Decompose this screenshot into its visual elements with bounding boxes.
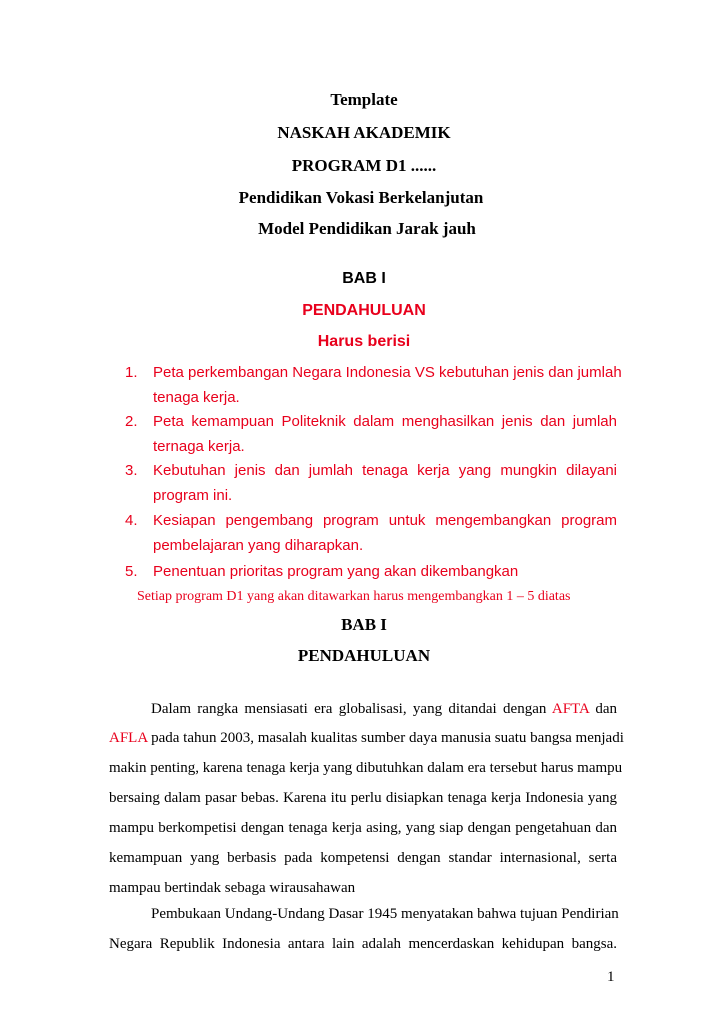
body-text-line: mampau bertindak sebaga wirausahawan <box>109 880 356 896</box>
chapter-heading: PENDAHULUAN <box>297 646 431 665</box>
afla-term: AFLA <box>109 730 148 746</box>
list-item-text: Penentuan prioritas program yang akan dikembangkan <box>153 563 519 580</box>
document-title: NASKAH AKADEMIK <box>277 123 451 142</box>
page-number: 1 <box>607 969 615 985</box>
list-item-number: 2. <box>125 413 138 430</box>
template-subheading: Harus berisi <box>317 333 411 350</box>
body-text-line: kemampuan yang berbasis pada kompetensi dengan standar internasional, serta <box>109 850 617 866</box>
list-item-text: Kebutuhan jenis dan jumlah tenaga kerja yang mungkin dilayani <box>153 462 617 479</box>
body-text-line: bersaing dalam pasar bebas. Karena itu perlu disiapkan tenaga kerja Indonesia yang <box>109 790 617 806</box>
list-item-number: 5. <box>125 563 138 580</box>
body-text-line: mampu berkompetisi dengan tenaga kerja asing, yang siap dengan pengetahuan dan <box>109 820 617 836</box>
list-item-text: Kesiapan pengembang program untuk mengembangkan program <box>153 512 617 529</box>
body-text-line: Negara Republik Indonesia antara lain adalah mencerdaskan kehidupan bangsa. <box>109 936 617 952</box>
list-item-text: program ini. <box>153 487 233 504</box>
template-chapter-label: BAB I <box>342 270 386 287</box>
program-model: Model Pendidikan Jarak jauh <box>258 219 476 238</box>
body-text-line: makin penting, karena tenaga kerja yang dibutuhkan dalam era tersebut harus mampu <box>109 760 623 776</box>
chapter-label: BAB I <box>341 615 387 634</box>
list-item-number: 4. <box>125 512 138 529</box>
body-text-line: AFLA pada tahun 2003, masalah kualitas sumber daya manusia suatu bangsa menjadi <box>109 730 624 746</box>
list-item-text: Peta perkembangan Negara Indonesia VS kebutuhan jenis dan jumlah <box>153 364 622 381</box>
body-text-line: Dalam rangka mensiasati era globalisasi, yang ditandai dengan AFTA dan <box>151 701 618 717</box>
list-item-text: tenaga kerja. <box>153 389 240 406</box>
afta-term: AFTA <box>551 701 590 717</box>
list-item-number: 1. <box>125 364 138 381</box>
list-item-text: pembelajaran yang diharapkan. <box>153 537 364 554</box>
template-chapter-heading: PENDAHULUAN <box>302 302 426 319</box>
list-item-number: 3. <box>125 462 138 479</box>
program-subtitle: Pendidikan Vokasi Berkelanjutan <box>238 188 484 207</box>
template-note: Setiap program D1 yang akan ditawarkan harus mengembangkan 1 – 5 diatas <box>137 589 571 604</box>
list-item-text: Peta kemampuan Politeknik dalam menghasilkan jenis dan jumlah <box>153 413 617 430</box>
template-label: Template <box>330 90 398 109</box>
list-item-text: ternaga kerja. <box>153 438 245 455</box>
program-title: PROGRAM D1 ...... <box>291 156 437 175</box>
body-text-line: Pembukaan Undang-Undang Dasar 1945 menyatakan bahwa tujuan Pendirian <box>151 906 619 922</box>
